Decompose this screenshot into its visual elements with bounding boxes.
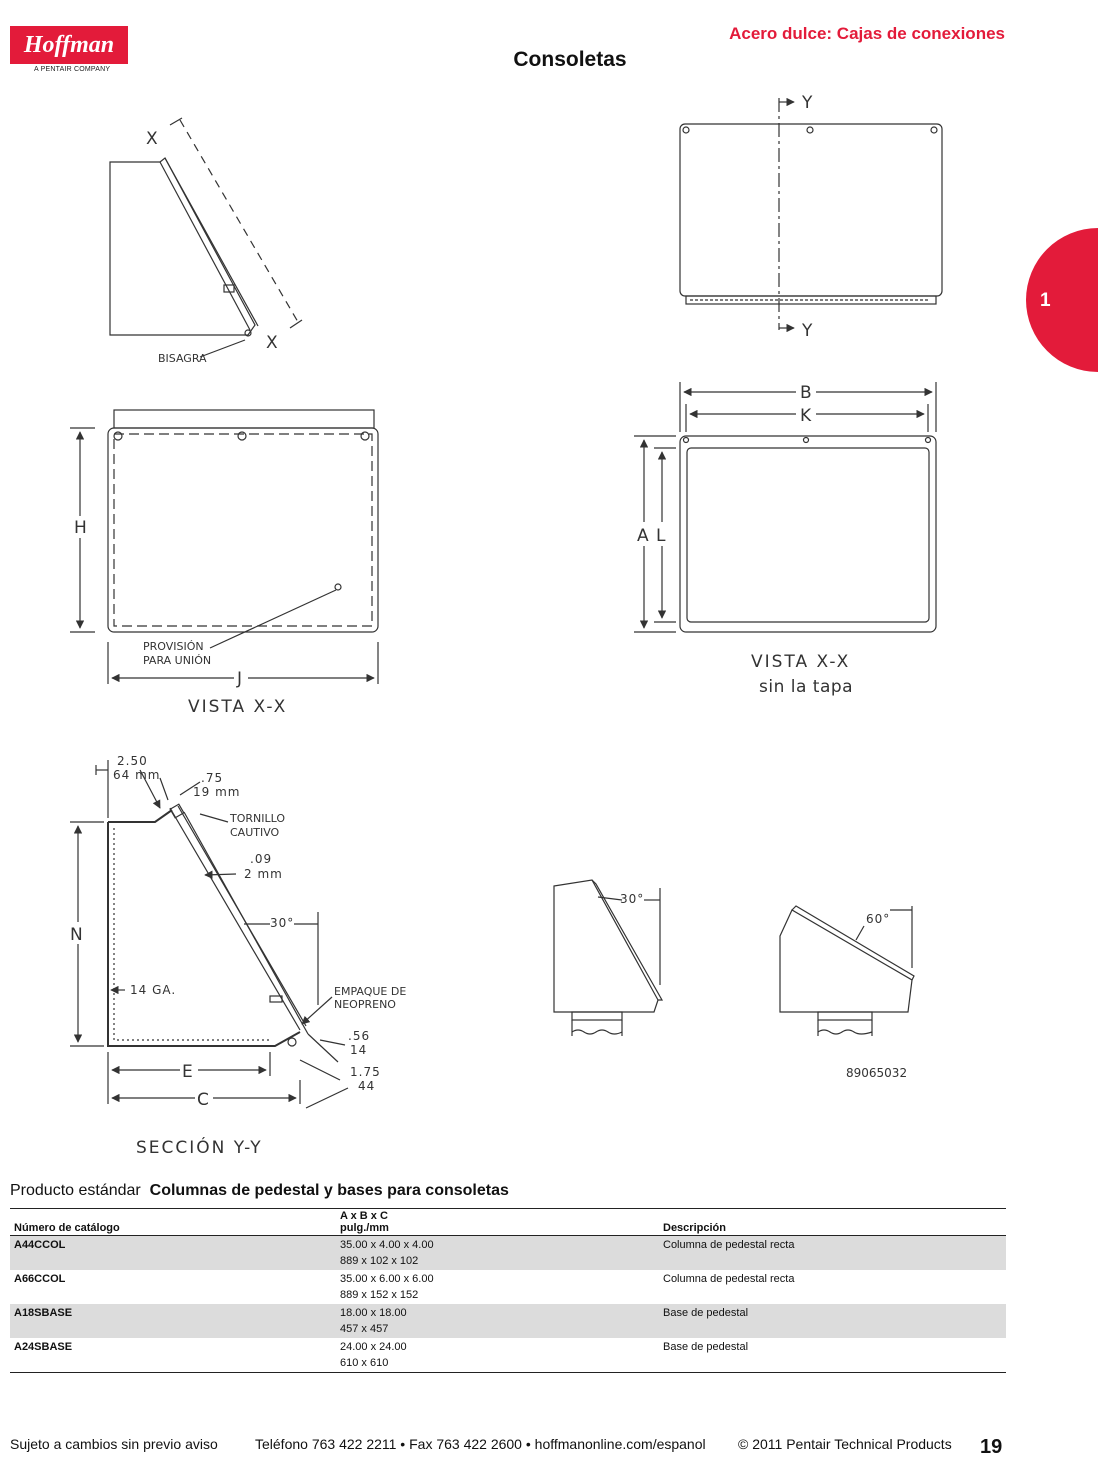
brand-logo-text: Hoffman	[23, 32, 115, 58]
dims-in: 35.00 x 6.00 x 6.00	[340, 1273, 434, 1285]
gasket-label-1: EMPAQUE DE	[334, 985, 407, 998]
description: Base de pedestal	[663, 1341, 749, 1353]
label-x-top: X	[146, 129, 158, 149]
dim-250: 2.50	[117, 754, 148, 768]
table-row	[10, 1338, 1006, 1373]
catalog-number: A18SBASE	[14, 1307, 73, 1319]
label-e: E	[182, 1062, 193, 1082]
pedestal-30-drawing	[554, 880, 662, 1036]
table-caption-title: Columnas de pedestal y bases para consoletas	[149, 1182, 509, 1199]
label-b: B	[800, 383, 812, 403]
top-view-drawing	[680, 93, 942, 341]
dim-175: 1.75	[350, 1065, 381, 1079]
dimensions-cell	[336, 1338, 659, 1373]
dimensions-cell	[336, 1236, 659, 1271]
dimensions-cell	[336, 1270, 659, 1304]
label-c: C	[197, 1090, 209, 1110]
dim-19mm: 19 mm	[193, 785, 241, 799]
dims-mm: 610 x 610	[340, 1357, 389, 1369]
dims-mm: 889 x 102 x 102	[340, 1255, 419, 1267]
catalog-number: A44CCOL	[14, 1239, 66, 1251]
header-description: Descripción	[663, 1222, 726, 1234]
dims-in: 24.00 x 24.00	[340, 1341, 407, 1353]
dims-mm: 457 x 457	[340, 1323, 389, 1335]
open-view-caption-2: sin la tapa	[759, 677, 854, 697]
header-dims-line2: pulg./mm	[340, 1222, 389, 1234]
table-row	[10, 1236, 1006, 1271]
footer-copyright: © 2011 Pentair Technical Products	[738, 1436, 952, 1452]
catalog-number: A24SBASE	[14, 1341, 73, 1353]
table-caption-prefix: Producto estándar	[10, 1182, 141, 1199]
gauge-label: 14 GA.	[130, 983, 177, 997]
label-a: A	[637, 526, 649, 546]
dim-056: .56	[348, 1029, 371, 1043]
product-table	[10, 1208, 1006, 1373]
dims-mm: 889 x 152 x 152	[340, 1289, 419, 1301]
chapter-number: 1	[1040, 290, 1051, 311]
label-n: N	[70, 925, 83, 945]
page-title: Consoletas	[513, 48, 627, 71]
dims-in: 35.00 x 4.00 x 4.00	[340, 1239, 434, 1251]
section-caption: SECCIÓN Y-Y	[136, 1138, 263, 1158]
gasket-label-2: NEOPRENO	[334, 998, 396, 1011]
dims-in: 18.00 x 18.00	[340, 1307, 407, 1319]
label-k: K	[800, 406, 812, 426]
description: Columna de pedestal recta	[663, 1273, 795, 1285]
provision-label-1: PROVISIÓN	[143, 640, 204, 653]
label-x-bottom: X	[266, 333, 278, 353]
table-header-row	[10, 1209, 1006, 1236]
description: Columna de pedestal recta	[663, 1239, 795, 1251]
dim-009: .09	[250, 852, 273, 866]
front-view-drawing	[70, 410, 378, 717]
open-view-drawing	[634, 380, 936, 697]
side-view-drawing	[110, 118, 302, 365]
footer-disclaimer: Sujeto a cambios sin previo aviso	[10, 1436, 218, 1452]
label-l: L	[656, 526, 666, 546]
dim-44: 44	[358, 1079, 376, 1093]
table-caption	[10, 1182, 509, 1200]
dim-14: 14	[350, 1043, 368, 1057]
angle-30-pedestal: 30°	[620, 892, 645, 906]
hinge-label: BISAGRA	[158, 352, 207, 365]
dim-2mm: 2 mm	[244, 867, 283, 881]
front-view-caption: VISTA X-X	[188, 697, 288, 717]
header-catalog: Número de catálogo	[14, 1222, 120, 1234]
drawing-id: 89065032	[846, 1066, 908, 1080]
provision-label-2: PARA UNIÓN	[143, 654, 212, 667]
screw-label-2: CAUTIVO	[230, 826, 280, 839]
screw-label-1: TORNILLO	[230, 812, 286, 825]
header-dims-line1: A x B x C	[340, 1210, 388, 1222]
page-number: 19	[980, 1436, 1003, 1458]
table-row	[10, 1304, 1006, 1338]
header-dimensions	[336, 1209, 659, 1236]
description: Base de pedestal	[663, 1307, 749, 1319]
label-y-bottom: Y	[802, 321, 813, 341]
dim-075: .75	[201, 771, 224, 785]
catalog-number: A66CCOL	[14, 1273, 66, 1285]
section-title: Acero dulce: Cajas de conexiones	[729, 24, 1005, 43]
footer-contact: Teléfono 763 422 2211 • Fax 763 422 2600 • hoffmanonline.com/espanol	[255, 1436, 706, 1452]
brand-logo-subtitle: A PENTAIR COMPANY	[34, 66, 111, 73]
open-view-caption-1: VISTA X-X	[751, 652, 851, 672]
table-row	[10, 1270, 1006, 1304]
section-view-drawing	[68, 754, 406, 1158]
dim-64mm: 64 mm	[113, 768, 161, 782]
label-y-top: Y	[802, 93, 813, 113]
pedestal-60-drawing	[780, 906, 914, 1036]
label-j: J	[237, 669, 243, 689]
angle-60-pedestal: 60°	[866, 912, 891, 926]
dimensions-cell	[336, 1304, 659, 1338]
angle-30-section: 30°	[270, 916, 295, 930]
label-h: H	[74, 518, 87, 538]
